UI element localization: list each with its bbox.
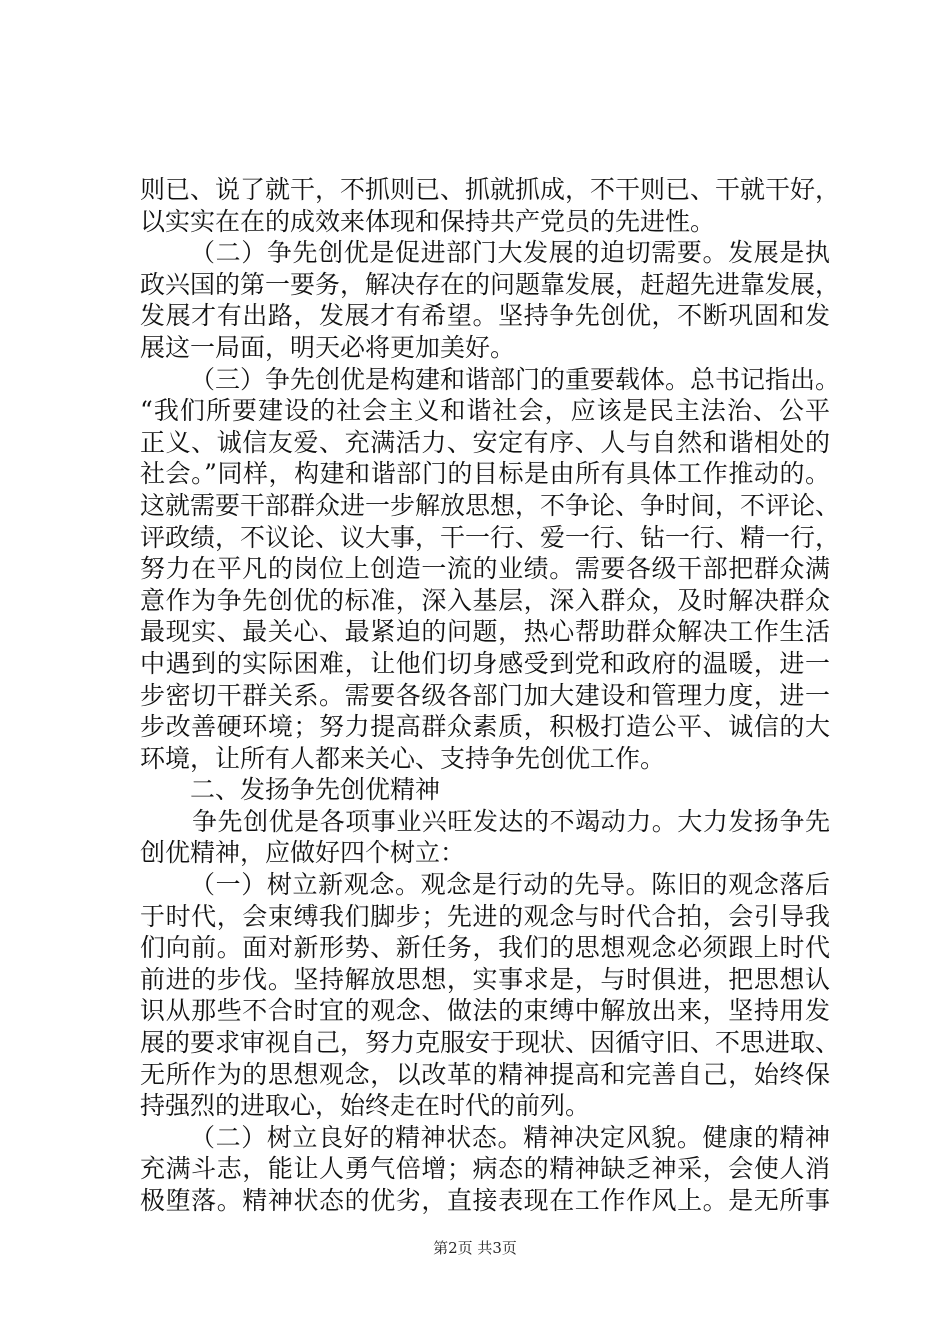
text-line: 评政绩，不议论、议大事，干一行、爱一行、钻一行、精一行， [140, 522, 841, 552]
paragraph-continuation [140, 174, 841, 237]
paragraph-section-2-intro [140, 806, 830, 869]
paragraph-section-1-2 [140, 237, 841, 363]
text-line: 极堕落。精神状态的优劣，直接表现在工作作风上。是无所事 [140, 1186, 830, 1215]
text-line: 识从那些不合时宜的观念、做法的束缚中解放出来，坚持用发 [140, 996, 830, 1026]
text-line: 争先创优是各项事业兴旺发达的不竭动力。大力发扬争先 [192, 806, 830, 836]
text-line: （三）争先创优是构建和谐部门的重要载体。总书记指出。 [190, 364, 841, 394]
text-line: 充满斗志，能让人勇气倍增；病态的精神缺乏神采，会使人消 [140, 1154, 830, 1184]
text-line: 最现实、最关心、最紧迫的问题，热心帮助群众解决工作生活 [140, 617, 830, 647]
text-line: 持强烈的进取心，始终走在时代的前列。 [140, 1091, 591, 1121]
section-heading-2 [140, 774, 830, 806]
text-line: 社会。”同样，构建和谐部门的目标是由所有具体工作推动的。 [140, 459, 830, 489]
text-line: 中遇到的实际困难，让他们切身感受到党和政府的温暖，进一 [140, 648, 830, 678]
text-line: 发展才有出路，发展才有希望。坚持争先创优，不断巩固和发 [140, 301, 830, 331]
text-line: 们向前。面对新形势、新任务，我们的思想观念必须跟上时代 [140, 933, 830, 963]
paragraph-section-1-3 [140, 364, 841, 775]
text-line: 步密切干群关系。需要各级各部门加大建设和管理力度，进一 [140, 680, 830, 710]
text-line: 则已、说了就干，不抓则已、抓就抓成，不干则已、干就干好， [140, 175, 841, 204]
text-line: 正义、诚信友爱、充满活力、安定有序、人与自然和谐相处的 [140, 427, 830, 457]
text-line: 步改善硬环境；努力提高群众素质，积极打造公平、诚信的大 [140, 712, 830, 742]
text-line: 前进的步伐。坚持解放思想，实事求是，与时俱进，把思想认 [140, 964, 830, 994]
text-line: 这就需要干部群众进一步解放思想，不争论、争时间，不评论、 [140, 490, 841, 520]
text-line: 展的要求审视自己，努力克服安于现状、因循守旧、不思进取、 [140, 1028, 841, 1058]
text-line: （二）树立良好的精神状态。精神决定风貌。健康的精神 [190, 1122, 830, 1152]
text-line: 创优精神，应做好四个树立： [140, 838, 466, 868]
text-line: 政兴国的第一要务，解决存在的问题靠发展，赶超先进靠发展， [140, 269, 841, 299]
text-line: 于时代，会束缚我们脚步；先进的观念与时代合拍，会引导我 [140, 901, 830, 931]
paragraph-section-2-2 [140, 1122, 830, 1217]
page-footer [0, 1238, 950, 1258]
text-line: “我们所要建设的社会主义和谐社会，应该是民主法治、公平 [140, 396, 830, 426]
text-line: （一）树立新观念。观念是行动的先导。陈旧的观念落后 [190, 870, 830, 900]
page-number-label: 第2页 共3页 [433, 1239, 517, 1257]
text-line: 意作为争先创优的标准，深入基层，深入群众，及时解决群众 [140, 585, 830, 615]
text-line: 环境，让所有人都来关心、支持争先创优工作。 [140, 743, 666, 773]
text-line: 以实实在在的成效来体现和保持共产党员的先进性。 [140, 206, 716, 236]
text-line: 努力在平凡的岗位上创造一流的业绩。需要各级干部把群众满 [140, 554, 830, 584]
section-heading-text: 二、发扬争先创优精神 [190, 775, 441, 805]
document-body [140, 174, 841, 1217]
text-line: （二）争先创优是促进部门大发展的迫切需要。发展是执 [190, 238, 830, 268]
text-line: 展这一局面，明天必将更加美好。 [140, 332, 516, 362]
text-line: 无所作为的思想观念，以改革的精神提高和完善自己，始终保 [140, 1059, 830, 1089]
paragraph-section-2-1 [140, 869, 841, 1122]
